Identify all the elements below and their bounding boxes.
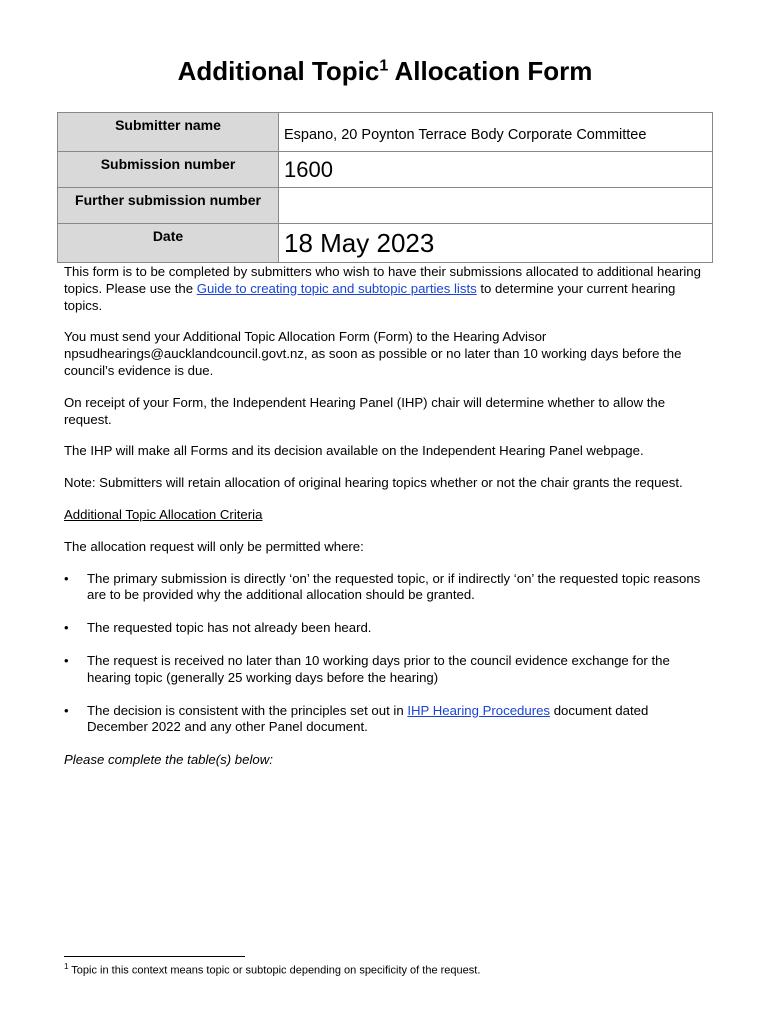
bullet-icon: • — [64, 652, 69, 668]
criteria-intro: The allocation request will only be permitted where: — [64, 538, 364, 554]
criteria-list — [64, 571, 709, 737]
please-complete-text: Please complete the table(s) below: — [64, 752, 273, 768]
form-title-text: Additional Topic — [177, 56, 380, 86]
further-submission-value — [279, 188, 713, 224]
footnote-text: Topic in this context means topic or subtopic depending on specificity of the request. — [68, 964, 481, 977]
date-label: Date — [58, 224, 279, 263]
intro-text-before: This form is to be completed by submitters who wish to have their submissions allocated to additional hearing topics. Please use the — [64, 264, 701, 296]
date-row — [58, 224, 713, 263]
criteria-heading: Additional Topic Allocation Criteria — [64, 506, 263, 522]
bullet-icon: • — [64, 570, 69, 586]
availability-paragraph: The IHP will make all Forms and its decision available on the Independent Hearing Panel webpage. — [64, 443, 644, 459]
footnote — [64, 962, 480, 977]
submission-number-row — [58, 152, 713, 188]
intro-paragraph — [64, 264, 709, 314]
submission-number-label: Submission number — [58, 152, 279, 188]
submitter-info-table — [57, 112, 713, 263]
criteria-item-text-before: The decision is consistent with the principles set out in — [87, 702, 408, 718]
further-submission-row — [58, 188, 713, 224]
criteria-item — [64, 571, 709, 605]
criteria-item-text-after: document dated December 2022 and any other Panel document. — [87, 702, 649, 735]
criteria-item — [64, 620, 709, 637]
submission-number-value: 1600 — [279, 152, 713, 188]
date-value: 18 May 2023 — [279, 224, 713, 263]
further-submission-label: Further submission number — [58, 188, 279, 224]
submitter-name-row — [58, 113, 713, 152]
criteria-item-text: The requested topic has not already been heard. — [87, 620, 372, 636]
criteria-item-text: The primary submission is directly ‘on’ the requested topic, or if indirectly ‘on’ the requested topic reasons are to be provided why the additional allocation should be granted. — [87, 570, 701, 603]
footnote-number: 1 — [64, 962, 69, 971]
bullet-icon: • — [64, 620, 69, 636]
guide-link[interactable]: Guide to creating topic and subtopic parties lists — [196, 280, 477, 296]
bullet-icon: • — [64, 702, 69, 718]
submitter-name-label: Submitter name — [58, 113, 279, 152]
note-paragraph: Note: Submitters will retain allocation of original hearing topics whether or not the chair grants the request. — [64, 475, 683, 491]
intro-text-after: to determine your current hearing topics. — [64, 280, 676, 313]
footnote-marker: 1 — [379, 57, 389, 75]
hearing-procedures-link[interactable]: IHP Hearing Procedures — [407, 702, 551, 718]
form-title — [0, 56, 770, 87]
criteria-item — [64, 703, 709, 737]
send-form-paragraph: You must send your Additional Topic Allocation Form (Form) to the Hearing Advisor npsudhearings@aucklandcouncil.govt.nz, as soon as possible or no later than 10 working days before the council’s evidence is due. — [64, 329, 682, 378]
submitter-name-value: Espano, 20 Poynton Terrace Body Corporate Committee — [279, 113, 713, 152]
form-title-suffix: Allocation Form — [388, 56, 593, 86]
criteria-item — [64, 653, 709, 687]
footnote-divider — [64, 956, 245, 957]
form-body — [64, 264, 709, 784]
receipt-paragraph: On receipt of your Form, the Independent Hearing Panel (IHP) chair will determine whether to allow the request. — [64, 394, 666, 427]
criteria-item-text: The request is received no later than 10 working days prior to the council evidence exchange for the hearing topic (generally 25 working days before the hearing) — [87, 652, 670, 685]
